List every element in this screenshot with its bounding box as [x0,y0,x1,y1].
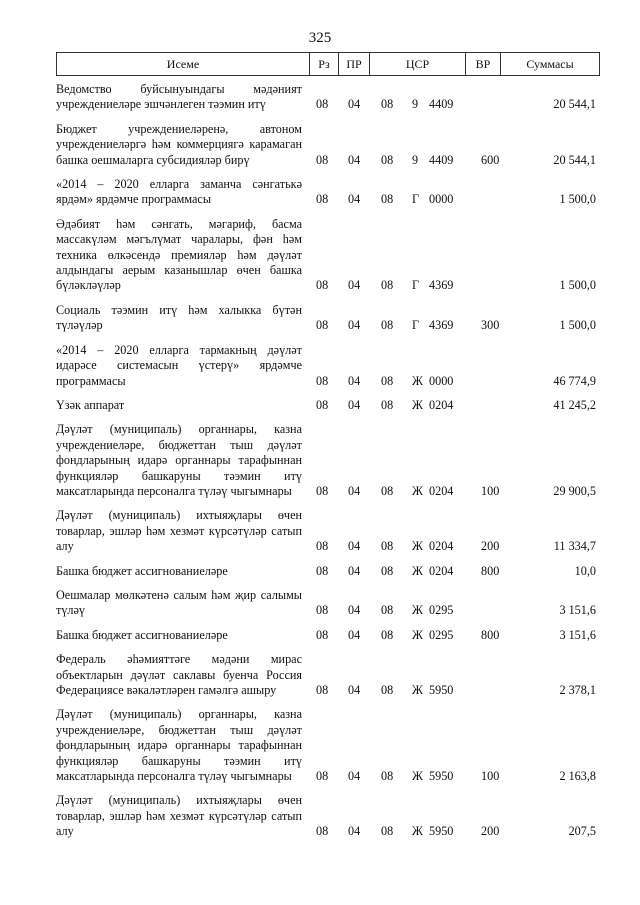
cell-csr-code: 4369 [429,278,454,293]
cell-csr-code: 0204 [429,397,454,412]
cell-sum: 207,5 [568,824,596,839]
cell-csr-program: 08 [381,97,394,112]
cell-sum: 2 378,1 [559,683,596,697]
cell-pr: 04 [348,483,361,498]
row-values [56,683,600,698]
cell-vr: 300 [481,318,500,333]
cell-csr-subprogram: Ж [412,563,423,578]
cell-csr-subprogram: 9 [412,152,419,167]
row-values [56,484,600,499]
cell-vr: 200 [481,539,500,554]
cell-pr: 04 [348,97,361,112]
cell-rz: 08 [316,97,329,112]
cell-csr-program: 08 [381,769,394,784]
cell-rz: 08 [316,152,329,167]
row-values [56,318,600,333]
cell-name: Дәүләт (муниципаль) ихтыяҗлары өчен товарлар, эшләр һәм хезмәт күрсәтүләр сатып алу [56,793,302,839]
cell-csr-program: 08 [381,627,394,642]
cell-csr-code: 5950 [429,683,454,697]
cell-csr-program: 08 [381,683,394,697]
cell-csr-subprogram: Г [412,192,420,207]
cell-name: Башка бюджет ассигнованиеләре [56,627,228,642]
cell-csr-code: 0204 [429,483,454,498]
row-values [56,278,600,293]
table-row [56,588,600,619]
cell-csr-subprogram: Г [412,278,420,293]
row-values [56,564,600,579]
row-values [56,628,600,643]
row-values [56,824,600,839]
cell-csr-subprogram: Ж [412,769,423,784]
cell-csr-subprogram: 9 [412,97,419,112]
cell-rz: 08 [316,278,329,293]
cell-csr-subprogram: Г [412,318,420,333]
cell-vr: 100 [481,769,500,784]
cell-pr: 04 [348,373,361,388]
row-values [56,97,600,112]
cell-pr: 04 [348,397,361,412]
cell-pr: 04 [348,278,361,293]
cell-csr-code: 4409 [429,152,454,167]
cell-name: Оешмалар мөлкәтенә салым һәм җир салымы түләү [56,587,302,618]
cell-csr-program: 08 [381,539,394,554]
cell-rz: 08 [316,824,329,839]
cell-pr: 04 [348,769,361,784]
cell-vr: 800 [481,563,500,578]
cell-vr: 200 [481,824,500,839]
cell-rz: 08 [316,769,329,784]
row-values [56,374,600,389]
cell-sum: 20 544,1 [553,97,596,112]
table-row [56,303,600,334]
cell-csr-code: 0295 [429,603,454,618]
table-row [56,122,600,168]
table-row [56,177,600,208]
row-values [56,539,600,554]
cell-sum: 41 245,2 [553,397,596,412]
cell-csr-program: 08 [381,563,394,578]
table-row [56,564,600,579]
cell-pr: 04 [348,627,361,642]
cell-sum: 10,0 [574,563,596,578]
cell-rz: 08 [316,683,329,697]
cell-csr-code: 5950 [429,824,454,839]
cell-rz: 08 [316,397,329,412]
page-number: 325 [308,30,332,46]
cell-rz: 08 [316,563,329,578]
cell-pr: 04 [348,192,361,207]
cell-sum: 1 500,0 [559,192,596,207]
cell-pr: 04 [348,603,361,618]
cell-name: Башка бюджет ассигнованиеләре [56,563,228,578]
cell-sum: 29 900,5 [553,483,596,498]
cell-vr: 800 [481,627,500,642]
table-row [56,343,600,389]
cell-pr: 04 [348,563,361,578]
cell-csr-program: 08 [381,483,394,498]
header-sum: Суммасы [526,56,574,71]
cell-sum: 3 151,6 [559,603,596,618]
cell-csr-subprogram: Ж [412,373,423,388]
cell-name: Әдәбият һәм сәнгать, мәгариф, басма массакүләм мәгълүмат чаралары, фән һәм техника өлкәсендә премияләр һәм дәүләт алдындагы аерым казанышлар өчен башка бүләкләүләр [56,216,302,293]
cell-csr-program: 08 [381,278,394,293]
table-body [56,82,600,849]
cell-csr-program: 08 [381,152,394,167]
cell-pr: 04 [348,152,361,167]
table-row [56,82,600,113]
cell-sum: 46 774,9 [553,373,596,388]
cell-sum: 20 544,1 [553,152,596,167]
cell-rz: 08 [316,603,329,618]
cell-csr-subprogram: Ж [412,397,423,412]
cell-csr-code: 0000 [429,192,454,207]
header-csr: ЦСР [370,53,466,75]
cell-pr: 04 [348,318,361,333]
cell-csr-subprogram: Ж [412,539,423,554]
cell-name: Федераль әһәмияттәге мәдәни мирас объектларын дәүләт саклавы буенча Россия Федерациясе вәкаләтләрен гамәлгә ашыру [56,652,302,697]
cell-csr-subprogram: Ж [412,627,423,642]
cell-name: Дәүләт (муниципаль) ихтыяҗлары өчен товарлар, эшләр һәм хезмәт күрсәтүләр сатып алу [56,508,302,554]
row-values [56,192,600,207]
cell-csr-code: 0204 [429,539,454,554]
header-vr: ВР [466,53,501,75]
cell-name: Социаль тәэмин итү һәм халыкка бүтән түләүләр [56,302,302,333]
cell-csr-program: 08 [381,603,394,618]
cell-csr-code: 4409 [429,97,454,112]
cell-rz: 08 [316,373,329,388]
cell-sum: 2 163,8 [559,769,596,784]
table-row [56,398,600,413]
table-row [56,652,600,698]
cell-csr-code: 4369 [429,318,454,333]
table-row [56,422,600,499]
cell-name: Ведомство буйсынуындагы мәдәният учреждениеләре эшчәнлеген тәэмин итү [56,82,302,112]
cell-rz: 08 [316,318,329,333]
cell-csr-subprogram: Ж [412,603,423,618]
header-pr: ПР [339,53,370,75]
cell-name: Үзәк аппарат [56,397,125,412]
row-values [56,769,600,784]
cell-name: «2014 – 2020 елларга тармакның дәүләт идарәсе системасын үстерү» ярдәмче программасы [56,342,302,388]
cell-vr: 100 [481,483,500,498]
cell-pr: 04 [348,683,361,697]
cell-vr: 600 [481,152,500,167]
cell-csr-subprogram: Ж [412,824,423,839]
cell-name: Дәүләт (муниципаль) органнары, казна учреждениеләре, бюджеттан тыш дәүләт фондларының идарә органнары тарафыннан функцияләр башкаруны тәэмин итү максатларында персоналга түләү чыгымнары [56,707,302,784]
cell-csr-code: 0204 [429,563,454,578]
cell-name: Дәүләт (муниципаль) органнары, казна учреждениеләре, бюджеттан тыш дәүләт фондларының идарә органнары тарафыннан функцияләр башкаруны тәэмин итү максатларында персоналга түләү чыгымнары [56,422,302,498]
cell-rz: 08 [316,483,329,498]
cell-name: «2014 – 2020 елларга заманча сәнгатькә ярдәм» ярдәмче программасы [56,177,302,207]
cell-csr-code: 0000 [429,373,454,388]
cell-csr-subprogram: Ж [412,483,423,498]
cell-rz: 08 [316,627,329,642]
cell-rz: 08 [316,192,329,207]
cell-sum: 1 500,0 [559,318,596,333]
header-rz: Рз [310,53,339,75]
cell-name: Бюджет учреждениеләренә, автоном учреждениеләргә һәм коммерциягә карамаган башка оешмаларга субсидияләр бирү [56,121,302,167]
table-row [56,793,600,839]
table-header [56,52,600,76]
table-row [56,707,600,784]
cell-csr-code: 5950 [429,769,454,784]
cell-sum: 11 334,7 [553,539,596,554]
cell-csr-program: 08 [381,397,394,412]
row-values [56,153,600,168]
table-row [56,628,600,643]
cell-pr: 04 [348,539,361,554]
cell-csr-program: 08 [381,824,394,839]
table-row [56,217,600,294]
cell-pr: 04 [348,824,361,839]
cell-rz: 08 [316,539,329,554]
cell-csr-subprogram: Ж [412,683,423,697]
row-values [56,603,600,618]
row-values [56,398,600,413]
table-row [56,508,600,554]
cell-csr-program: 08 [381,373,394,388]
cell-sum: 1 500,0 [559,278,596,293]
cell-sum: 3 151,6 [559,627,596,642]
cell-csr-program: 08 [381,192,394,207]
cell-csr-code: 0295 [429,627,454,642]
header-name: Исеме [57,53,310,75]
cell-csr-program: 08 [381,318,394,333]
